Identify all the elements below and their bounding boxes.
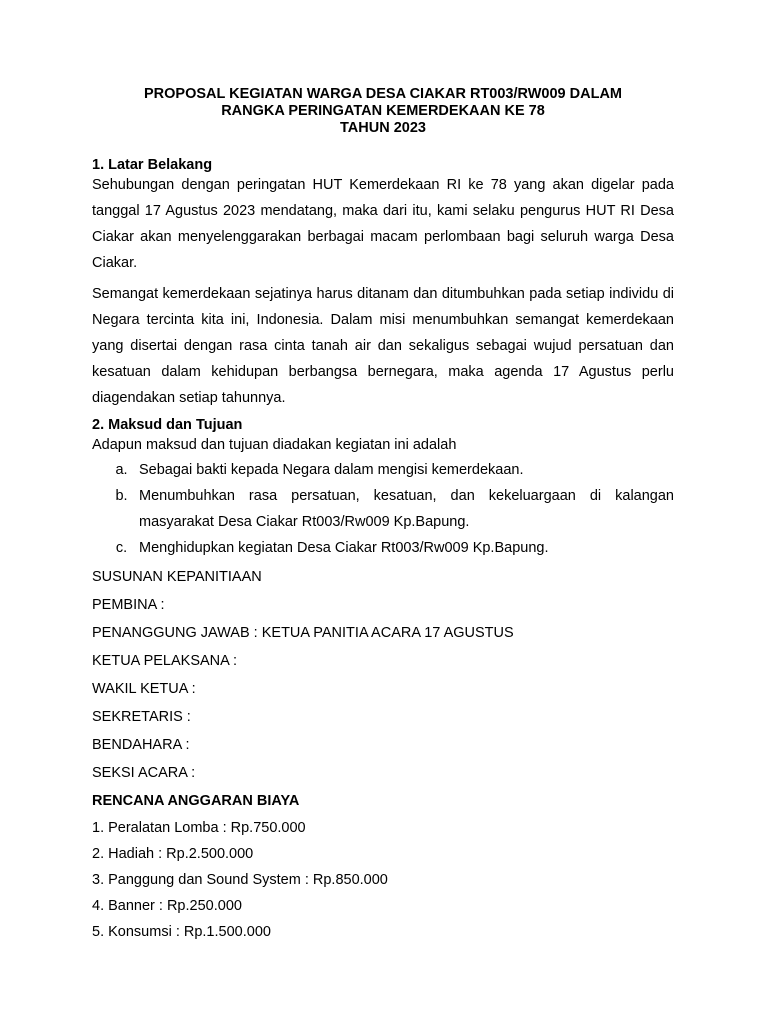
list-item bbox=[92, 535, 674, 561]
list-item-text: Menumbuhkan rasa persatuan, kesatuan, dan kekeluargaan di kalangan masyarakat Desa Ciakar Rt003/Rw009 Kp.Bapung. bbox=[139, 488, 674, 530]
budget-item: 5. Konsumsi : Rp.1.500.000 bbox=[92, 924, 271, 940]
paragraph-maksud-intro: Adapun maksud dan tujuan diadakan kegiatan ini adalah bbox=[92, 437, 457, 453]
committee-seksi-acara: SEKSI ACARA : bbox=[92, 765, 196, 781]
budget-heading: RENCANA ANGGARAN BIAYA bbox=[92, 793, 300, 809]
title-line-1: PROPOSAL KEGIATAN WARGA DESA CIAKAR RT003/RW009 DALAM bbox=[143, 86, 622, 102]
document-title bbox=[92, 86, 674, 137]
budget-item: 3. Panggung dan Sound System : Rp.850.000 bbox=[92, 872, 388, 888]
section-heading-maksud-tujuan: 2. Maksud dan Tujuan bbox=[92, 417, 243, 433]
committee-bendahara: BENDAHARA : bbox=[92, 737, 190, 753]
document-body bbox=[92, 155, 674, 945]
list-item-text: Sebagai bakti kepada Negara dalam mengisi kemerdekaan. bbox=[139, 462, 524, 478]
committee-sekretaris: SEKRETARIS : bbox=[92, 709, 191, 725]
section-heading-latar-belakang: 1. Latar Belakang bbox=[92, 157, 213, 173]
committee-ketua-pelaksana: KETUA PELAKSANA : bbox=[92, 653, 238, 669]
title-line-2: RANGKA PERINGATAN KEMERDEKAAN KE 78 bbox=[221, 103, 545, 119]
list-marker: c. bbox=[115, 540, 128, 556]
budget-list bbox=[92, 815, 674, 945]
list-item bbox=[92, 457, 674, 483]
list-marker: b. bbox=[115, 488, 128, 504]
committee-pembina: PEMBINA : bbox=[92, 597, 165, 613]
list-item bbox=[92, 483, 674, 535]
committee-wakil-ketua: WAKIL KETUA : bbox=[92, 681, 196, 697]
committee-penanggung-jawab: PENANGGUNG JAWAB : KETUA PANITIA ACARA 17 AGUSTUS bbox=[92, 625, 514, 641]
title-line-3: TAHUN 2023 bbox=[340, 120, 426, 136]
committee-heading: SUSUNAN KEPANITIAAN bbox=[92, 569, 262, 585]
paragraph-latar-belakang-1: Sehubungan dengan peringatan HUT Kemerdekaan RI ke 78 yang akan digelar pada tanggal 17 Agustus 2023 mendatang, maka dari itu, kami selaku pengurus HUT RI Desa Ciakar akan menyelenggarakan berbagai macam perlombaan bagi seluruh warga Desa Ciakar. bbox=[92, 177, 674, 271]
budget-item: 2. Hadiah : Rp.2.500.000 bbox=[92, 846, 254, 862]
list-item-text: Menghidupkan kegiatan Desa Ciakar Rt003/Rw009 Kp.Bapung. bbox=[139, 540, 549, 556]
list-marker: a. bbox=[115, 462, 128, 478]
tujuan-list bbox=[92, 457, 674, 561]
budget-item: 1. Peralatan Lomba : Rp.750.000 bbox=[92, 820, 306, 836]
paragraph-latar-belakang-2: Semangat kemerdekaan sejatinya harus ditanam dan ditumbuhkan pada setiap individu di Negara tercinta kita ini, Indonesia. Dalam misi menumbuhkan semangat kemerdekaan yang disertai dengan rasa cinta tanah air dan sekaligus sebagai wujud persatuan dan kesatuan dalam kehidupan berbangsa bernegara, maka agenda 17 Agustus perlu diagendakan setiap tahunnya. bbox=[92, 286, 674, 406]
budget-item: 4. Banner : Rp.250.000 bbox=[92, 898, 242, 914]
